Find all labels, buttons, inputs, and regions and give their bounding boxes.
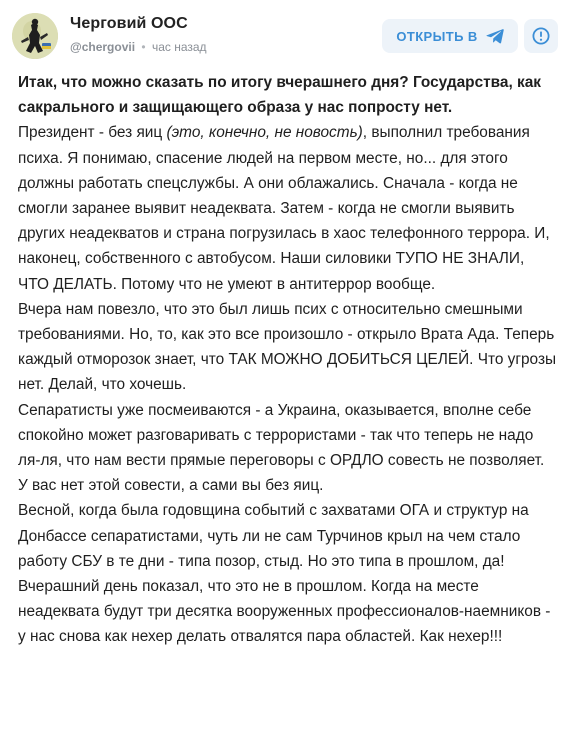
post-time: час назад [151, 40, 207, 54]
open-in-telegram-button[interactable] [382, 19, 518, 53]
telegram-plane-icon [486, 28, 504, 44]
alert-circle-icon [532, 27, 550, 45]
open-button-label: ОТКРЫТЬ В [396, 28, 478, 44]
report-button[interactable] [524, 19, 558, 53]
paragraph-1-italic: (это, конечно, не новость) [166, 124, 363, 142]
post-body [18, 70, 558, 650]
post-meta [70, 40, 207, 54]
channel-name[interactable]: Черговий ООС [70, 15, 188, 32]
channel-handle[interactable]: @chergovii [70, 40, 136, 54]
post-paragraph-1 [18, 120, 558, 296]
post-paragraph-5: Вчерашний день показал, что это не в прошлом. Когда на месте неадеквата будут три десятка вооруженных профессионалов-наемников - у нас снова как нехер делать отвалятся пара областей. Как нехер!!! [18, 578, 551, 646]
paragraph-1-text-start: Президент - без яиц [18, 124, 167, 142]
channel-avatar[interactable] [12, 13, 58, 59]
post-paragraph-2: Вчера нам повезло, что это был лишь псих с относительно смешными требованиями. Но, то, как это все произошло - открыло Врата Ада. Теперь каждый отморозок знает, что ТАК МОЖНО ДОБИТЬСЯ ЦЕЛЕЙ. Что угрозы нет. Делай, что хочешь. [18, 300, 557, 394]
post-header [0, 0, 572, 70]
post-lead: Итак, что можно сказать по итогу вчерашнего дня? Государства, как сакрального и защищающего образа у нас попросту нет. [18, 74, 542, 117]
paragraph-1-text-end: , выполнил требования психа. Я понимаю, спасение людей на первом месте, но... для этого должны работать спецслужбы. А они облажались. Сначала - когда не смогли заранее выявит неадеквата. Затем - когда не смогли выявить других неадекватов и страна погрузилась в хаос телефонного террора. И, наконец, собственного с автобусом. Наши силовики ТУПО НЕ ЗНАЛИ, ЧТО ДЕЛАТЬ. Потому что не умеют в антитеррор вообще. [18, 124, 550, 293]
meta-separator: • [141, 40, 146, 54]
post-paragraph-4: Весной, когда была годовщина событий с захватами ОГА и структур на Донбассе сепаратистами, чуть ли не сам Турчинов крыл на чем стало работу СБУ в те дни - типа позор, стыд. Но это типа в прошлом, да! [18, 502, 529, 570]
avatar-image-icon [12, 13, 58, 59]
post-paragraph-3: Сепаратисты уже посмеиваются - а Украина, оказывается, вполне себе спокойно может разговаривать с террористами - так что теперь не надо ля-ля, что нам вести прямые переговоры с ОРДЛО совесть не позволяет. У вас нет этой совести, а сами вы без яиц. [18, 401, 545, 495]
